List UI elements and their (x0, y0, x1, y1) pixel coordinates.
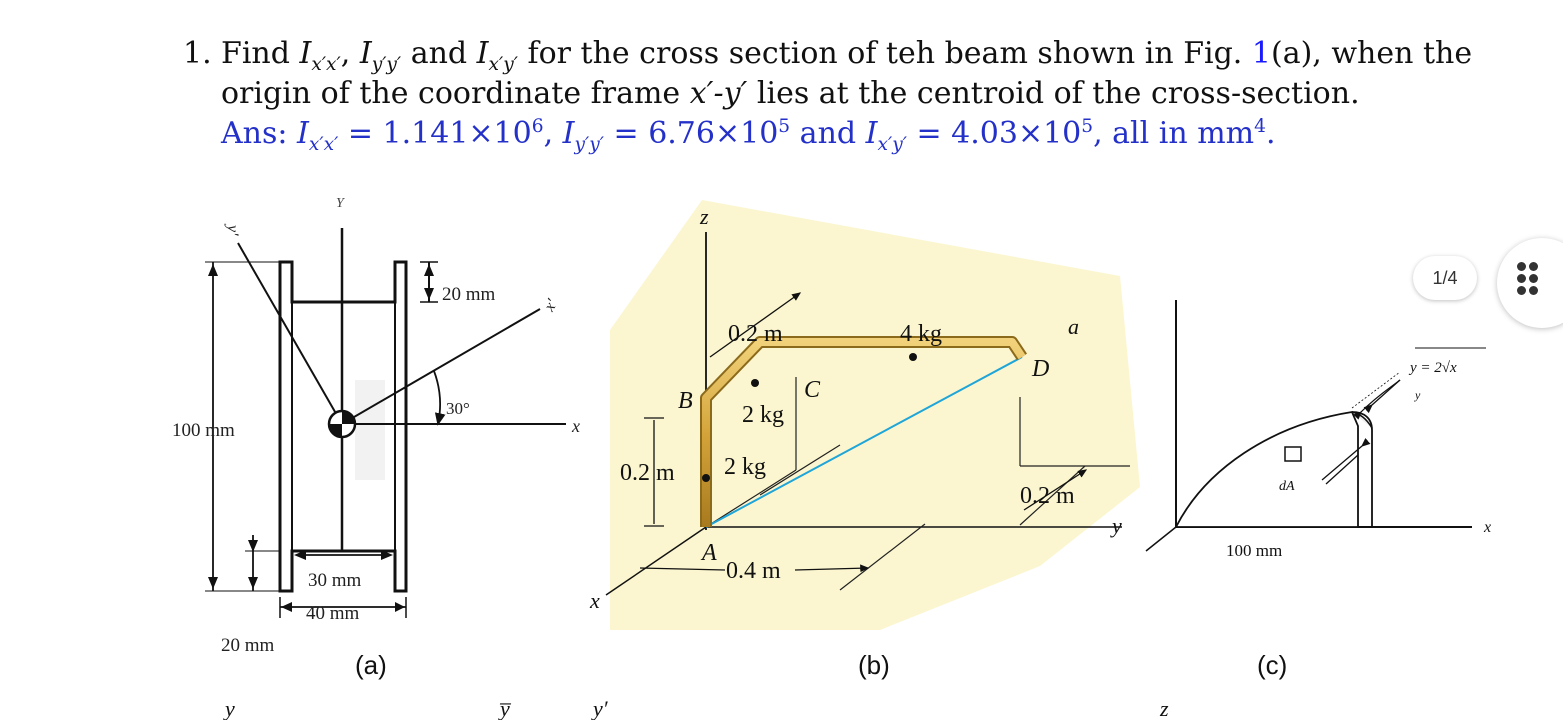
label-b-02m-top: 0.2 m (728, 321, 783, 347)
answer-line: Ans: $I_{x'x'} = 1.141\times 10^6$, $I_{y'y'} = 6.76\times 10^5$ and $I_{x'y'} = 4.03\times 10^5$, all in $mm^4$. (221, 116, 1276, 155)
label-b-B: B (678, 388, 693, 414)
label-axis-y-top: Y (336, 196, 344, 211)
mass-4kg-dot (909, 353, 917, 361)
label-b-02m-left: 0.2 m (620, 460, 675, 486)
problem-number: 1. (183, 36, 212, 71)
label-b-4kg: 4 kg (900, 321, 942, 347)
page-indicator: 1/4 (1413, 256, 1477, 300)
bottom-label-y: y (225, 696, 235, 720)
caption-a: (a) (355, 650, 387, 680)
problem-line-1: Find $I_{x'x'}$, $I_{y'y'}$ and $I_{x'y'}$ for the cross section of teh beam shown in Fig. 1(a), when the (221, 36, 1473, 75)
label-b-04m: 0.4 m (726, 558, 781, 584)
more-dots-icon (1517, 262, 1526, 271)
label-angle: 30° (446, 399, 470, 418)
problem-line-2: origin of the coordinate frame x′-y′ lies at the centroid of the cross-section. (221, 76, 1360, 111)
label-c-y-small: y (1415, 388, 1421, 402)
figure-b-background (610, 200, 1140, 630)
label-b-D: D (1032, 356, 1050, 382)
label-b-z: z (700, 204, 709, 229)
figure-a (172, 196, 580, 680)
figure-c (1146, 300, 1491, 680)
centroid-symbol (329, 411, 355, 437)
figure-reference-link[interactable]: 1 (1251, 36, 1271, 71)
label-axis-x-prime: x′ (540, 296, 561, 315)
label-100mm: 100 mm (172, 420, 235, 441)
label-c-100mm: 100 mm (1226, 541, 1283, 560)
c-z-axis (1146, 527, 1176, 551)
label-20mm-top: 20 mm (442, 284, 496, 305)
label-20mm-bottom: 20 mm (221, 635, 275, 656)
bottom-label-z: z (1160, 696, 1169, 720)
label-b-2kg-upper: 2 kg (742, 402, 784, 428)
label-b-C: C (804, 377, 821, 403)
caption-c: (c) (1257, 650, 1288, 680)
label-c-curve: y = 2√x (1410, 360, 1457, 376)
label-c-dA: dA (1279, 479, 1295, 494)
mass-2kg-upper-dot (751, 379, 759, 387)
label-axis-x: x (572, 416, 580, 436)
dA-element (1285, 447, 1301, 461)
mass-2kg-lower-dot (702, 474, 710, 482)
x-prime-axis-line (342, 309, 540, 424)
caption-b: (b) (858, 650, 890, 680)
label-axis-y-prime: y′ (224, 225, 241, 236)
label-30mm: 30 mm (308, 570, 362, 591)
label-b-02m-right: 0.2 m (1020, 483, 1075, 509)
label-b-x: x (590, 588, 600, 613)
curve-region (1176, 412, 1358, 527)
label-b-a: a (1068, 314, 1079, 339)
angle-arc (434, 371, 440, 424)
label-b-A: A (702, 540, 717, 566)
label-b-2kg-lower: 2 kg (724, 454, 766, 480)
bottom-label-yprime: y′ (593, 696, 608, 720)
figure-b (589, 200, 1140, 680)
label-b-y: y (1112, 513, 1122, 538)
label-40mm: 40 mm (306, 603, 360, 624)
label-c-x: x (1484, 519, 1492, 536)
y-prime-axis-line (238, 243, 342, 424)
bottom-label-ybar: y̅ (500, 696, 510, 720)
